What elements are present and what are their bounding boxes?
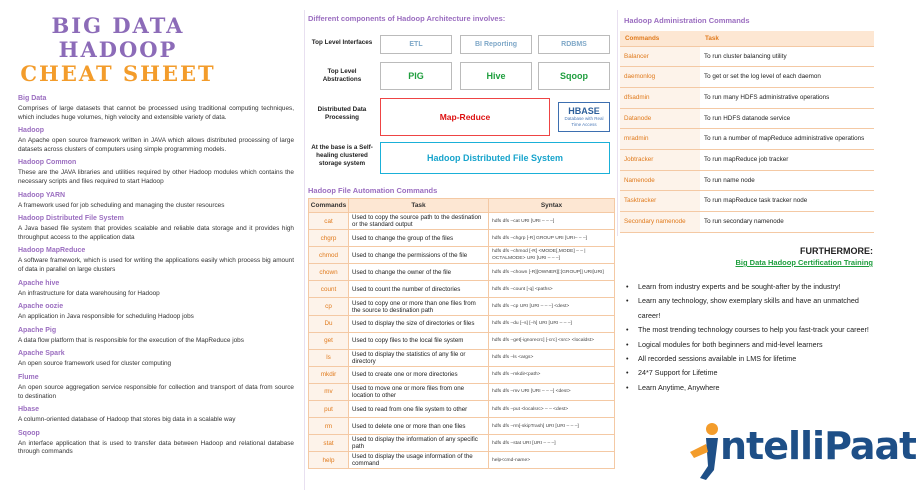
task-cell: To run many HDFS administrative operations [700,87,874,108]
command-cell: chgrp [309,230,349,247]
table-row [309,452,615,469]
task-cell: Used to count the number of directories [349,281,489,298]
task-cell: Used to change the group of the files [349,230,489,247]
table-row [620,108,874,129]
command-cell: daemonlog [620,67,700,88]
command-cell: dfsadmin [620,87,700,108]
glossary-term: Hadoop [18,127,45,135]
glossary-description: A data flow platform that is responsible for the execution of the MapReduce jobs [18,336,244,344]
file-commands-table [308,198,615,469]
command-cell: Namenode [620,170,700,191]
list-item: • Learn any technology, show exemplary skills and have an unmatched career! [626,294,876,323]
table-row [620,67,874,88]
command-cell: Secondary namenode [620,212,700,233]
command-cell: stat [309,435,349,452]
syntax-cell: hdfs dfs –count [-q] <paths> [489,281,615,298]
table-row [620,149,874,170]
certification-training-link[interactable]: Big Data Hadoop Certification Training [735,258,873,267]
command-cell: chmod [309,247,349,264]
furthermore-heading: FURTHERMORE: [800,246,873,256]
glossary-term: Apache oozie [18,303,64,311]
command-cell: ls [309,349,349,366]
task-cell: Used to read from one file system to other [349,401,489,418]
cheat-sheet-title-line1: BIG DATA HADOOP [51,13,185,62]
task-cell: Used to delete one or more than one files [349,418,489,435]
command-cell: Jobtracker [620,149,700,170]
glossary-term: Hbase [18,406,40,414]
command-cell: get [309,332,349,349]
syntax-cell: hdfs dfs –cp URI [URI – – –] <dest> [489,298,615,315]
glossary-term: Hadoop YARN [18,191,66,199]
glossary-description: These are the JAVA libraries and utilities required by other Hadoop modules which contains the necessary scripts and files required to start Hadoop [18,169,294,185]
syntax-cell: hdfs dfs –ls <args> [489,349,615,366]
table-row [620,191,874,212]
glossary-description: A column-oriented database of Hadoop that stores big data in a scalable way [18,416,236,424]
list-item: • All recorded sessions available in LMS for lifetime [626,352,876,366]
table-row [309,247,615,264]
glossary-list [18,94,294,457]
command-cell: help [309,452,349,469]
glossary-term: Sqoop [18,429,40,437]
table-row [620,212,874,233]
table-row [309,383,615,400]
architecture-title: Different components of Hadoop Architecture involves: [308,14,506,23]
hbase-box [558,102,610,132]
etl-box: ETL [380,35,452,54]
cheat-sheet-title-line2: CHEAT SHEET [20,61,216,86]
task-cell: Used to display the statistics of any file or directory [349,349,489,366]
table-row [309,435,615,452]
glossary-term: Big Data [18,95,47,102]
task-cell: Used to change the permissions of the file [349,247,489,264]
logo-text: ntelliPaat [720,424,916,468]
table-row [620,170,874,191]
command-cell: mradmin [620,129,700,150]
command-cell: Tasktracker [620,191,700,212]
arch-label: Top Level Interfaces [311,39,373,46]
glossary-term: Hadoop Common [18,159,77,167]
list-item: • 24*7 Support for Lifetime [626,366,876,380]
header-task: Task [349,199,489,213]
syntax-cell: hdfs dfs –chmod [-R] <MODE[,MODE] – – | OCTALMODE> URI [URI – – –] [489,247,615,264]
command-cell: rm [309,418,349,435]
syntax-cell: hdfs dfs –put <localsrc> – – <dest> [489,401,615,418]
glossary-description: A software framework, which is used for writing the applications easily which process big amount of data in parallel on large clusters [18,257,294,273]
list-item: • The most trending technology courses to help you fast-track your career! [626,323,876,337]
intellipaat-logo [686,418,916,490]
syntax-cell: hdfs dfs –mv URI [URI – – –] <dest> [489,383,615,400]
arch-label: Top Level Abstractions [322,68,362,83]
task-cell: To run mapReduce job tracker [700,149,874,170]
arch-row-abstractions [308,60,614,90]
command-cell: count [309,281,349,298]
table-row [309,332,615,349]
command-cell: cat [309,213,349,230]
syntax-cell: hdfs dfs –stat URI [URI – – –] [489,435,615,452]
table-row [620,46,874,67]
syntax-cell: help<cmd-name> [489,452,615,469]
glossary-term: Hadoop Distributed File System [18,215,124,223]
table-row [309,264,615,281]
admin-commands-title: Hadoop Administration Commands [624,16,750,25]
glossary-term: Hadoop MapReduce [18,247,86,255]
task-cell: To run name node [700,170,874,191]
arch-row-storage [308,140,614,176]
file-commands-title: Hadoop File Automation Commands [308,186,438,195]
admin-commands-table [620,31,874,233]
task-cell: To run a number of mapReduce administrative operations [700,129,874,150]
table-row [309,230,615,247]
table-header-row [620,31,874,46]
task-cell: To run mapReduce task tracker node [700,191,874,212]
header-task: Task [700,31,874,46]
command-cell: mv [309,383,349,400]
column-divider-right [617,10,618,236]
task-cell: Used to change the owner of the file [349,264,489,281]
task-cell: To run cluster balancing utility [700,46,874,67]
sqoop-box: Sqoop [538,62,610,90]
hdfs-box: Hadoop Distributed File System [380,142,610,174]
command-cell: Balancer [620,46,700,67]
glossary-column [0,0,304,500]
hive-box: Hive [460,62,532,90]
architecture-diagram [308,26,614,178]
task-cell: Used to display the usage information of the command [349,452,489,469]
command-cell: mkdir [309,366,349,383]
furthermore-block [735,246,873,267]
glossary-term: Apache hive [18,279,60,287]
glossary-description: Comprises of large datasets that cannot be processed using traditional computing techniques, which includes huge volumes, high velocity and extensible variety of data. [18,105,294,121]
glossary-description: An application in Java responsible for scheduling Hadoop jobs [18,313,194,321]
arch-row-interfaces [308,32,614,54]
table-row [309,366,615,383]
table-row [309,401,615,418]
task-cell: Used to copy one or more than one files from the source to destination path [349,298,489,315]
pig-box: PIG [380,62,452,90]
list-item: • Learn from industry experts and be sought-after by the industry! [626,280,876,294]
glossary-description: An interface application that is used to transfer data between Hadoop and relational database through commands [18,439,294,456]
task-cell: To get or set the log level of each daemon [700,67,874,88]
syntax-cell: hdfs dfs –rm[-skipTrash] URI [URI – – –] [489,418,615,435]
table-header-row [309,199,615,213]
task-cell: Used to display the information of any specific path [349,435,489,452]
glossary-description: An infrastructure for data warehousing for Hadoop [18,289,160,297]
table-row [309,281,615,298]
header-commands: Commands [309,199,349,213]
arch-label: At the base is a Self-healing clustered storage system [311,144,373,167]
syntax-cell: hdfs dfs –get[-ignorecrc] [-crc] <src> <localdst> [489,332,615,349]
glossary-description: An open source framework used for cluster computing [18,360,172,368]
arch-label: Distributed Data Processing [317,106,367,121]
glossary-description: An open source aggregation service responsible for collection and transport of data from source to destination [18,383,294,400]
syntax-cell: hdfs dfs –chown [-R][OWNER][:[GROUP]] URI[URI] [489,264,615,281]
task-cell: Used to copy the source path to the destination or the standard output [349,213,489,230]
glossary-term: Apache Pig [18,326,57,334]
command-cell: cp [309,298,349,315]
command-cell: Datanode [620,108,700,129]
table-row [309,418,615,435]
column-divider-left [304,10,305,490]
table-row [620,129,874,150]
map-reduce-box: Map-Reduce [380,98,550,136]
syntax-cell: hdfs dfs –du [–s] [–h] URI [URI – – –] [489,315,615,332]
hbase-title: HBASE [568,106,600,116]
glossary-description: An Apache open source framework written in JAVA which allows distributed processing of large datasets across clusters of computers using simple programming models. [18,137,294,153]
task-cell: To run secondary namenode [700,212,874,233]
list-item: • Learn Anytime, Anywhere [626,381,876,395]
table-row [309,349,615,366]
glossary-description: A framework used for job scheduling and managing the cluster resources [18,201,225,209]
header-commands: Commands [620,31,700,46]
task-cell: Used to copy files to the local file system [349,332,489,349]
arch-row-processing [308,96,614,136]
syntax-cell: hdfs dfs –chgrp [-R] GROUP URI [URI– – –] [489,230,615,247]
table-row [309,213,615,230]
command-cell: put [309,401,349,418]
table-row [620,87,874,108]
benefits-list [626,280,876,395]
command-cell: chown [309,264,349,281]
task-cell: Used to create one or more directories [349,366,489,383]
glossary-term: Flume [18,373,39,381]
task-cell: Used to move one or more files from one location to other [349,383,489,400]
task-cell: To run HDFS datanode service [700,108,874,129]
syntax-cell: hdfs dfs –mkdir<path> [489,366,615,383]
rdbms-box: RDBMS [538,35,610,54]
table-row [309,315,615,332]
hbase-subtitle: Database with Real Time Access [564,116,604,127]
syntax-cell: hdfs dfs –cat URI [URI – – –] [489,213,615,230]
header-syntax: Syntax [489,199,615,213]
glossary-description: A Java based file system that provides scalable and reliable data storage and it provides high throughput access to the application data [18,225,294,241]
bi-reporting-box: BI Reporting [460,35,532,54]
glossary-term: Apache Spark [18,350,65,358]
table-row [309,298,615,315]
task-cell: Used to display the size of directories or files [349,315,489,332]
list-item: • Logical modules for both beginners and mid-level learners [626,338,876,352]
command-cell: Du [309,315,349,332]
